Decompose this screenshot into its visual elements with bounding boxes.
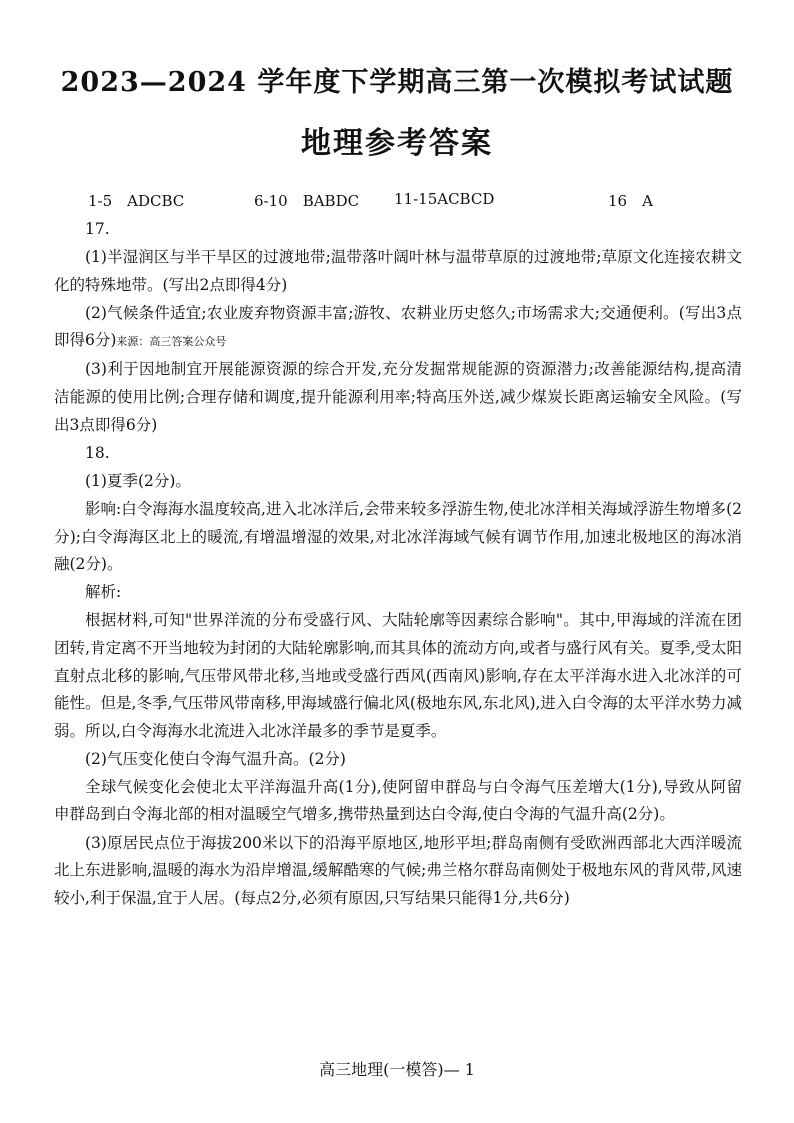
answer-body — [54, 216, 742, 913]
q18-analysis-label: 解析: — [85, 583, 122, 602]
q17-part1: (1)半湿润区与半干旱区的过渡地带;温带落叶阔叶林与温带草原的过渡地带;草原文化连接农耕文化的特殊地带。(写出2点即得4分) — [54, 248, 742, 294]
answer-16: 16 A — [608, 192, 653, 210]
multiple-choice-answers — [88, 190, 728, 212]
q17-part3: (3)利于因地制宜开展能源资源的综合开发,充分发掘常规能源的资源潜力;改善能源结构,提高清洁能源的使用比例;合理存储和调度,提升能源利用率;特高压外送,减少煤炭长距离运输安全风险。(写出3点即得6分) — [54, 360, 742, 434]
q18-part2-detail: 全球气候变化会使北太平洋海温升高(1分),使阿留申群岛与白令海气压差增大(1分),导致从阿留申群岛到白令海北部的相对温暖空气增多,携带热量到达白令海,使白令海的气温升高(2分)。 — [54, 777, 742, 824]
q18-part2: (2)气压变化使白令海气温升高。(2分) — [85, 749, 346, 768]
q17-part2-text: (2)气候条件适宜;农业废弃物资源丰富;游牧、农耕业历史悠久;市场需求大;交通便利。(写出3点即得6分) — [54, 303, 742, 350]
answer-group-1-5: 1-5 ADCBC — [88, 192, 185, 210]
q18-part1: (1)夏季(2分)。 — [85, 471, 191, 490]
answer-group-11-15: 11-15ACBCD — [394, 190, 495, 208]
q18-impact: 影响:白令海海水温度较高,进入北冰洋后,会带来较多浮游生物,使北冰洋相关海域浮游生物增多(2分);白令海海区北上的暖流,有增温增湿的效果,对北冰洋海域气候有调节作用,加速北极地区的海冰消融(2分)。 — [54, 499, 742, 574]
exam-title: 2023—2024 学年度下学期高三第一次模拟考试试题 — [60, 67, 734, 98]
question-17-number: 17. — [85, 220, 110, 238]
page-footer: 高三地理(一模答)— 1 — [319, 1060, 475, 1079]
answer-key-heading: 地理参考答案 — [301, 126, 493, 161]
q18-analysis: 根据材料,可知"世界洋流的分布受盛行风、大陆轮廓等因素综合影响"。其中,甲海域的洋流在团团转,肯定离不开当地较为封闭的大陆轮廓影响,而其具体的流动方向,或者与盛行风有关。夏季,受太阳直射点北移的影响,气压带风带北移,当地或受盛行西风(西南风)影响,存在太平洋海水进入北冰洋的可能性。但是,冬季,气压带风带南移,甲海域盛行偏北风(极地东风,东北风),进入白令海的太平洋水势力减弱。所以,白令海海水北流进入北冰洋最多的季节是夏季。 — [54, 611, 742, 740]
q17-part2 — [54, 300, 742, 356]
source-note: 来源：高三答案公众号 — [116, 335, 227, 349]
q18-part3: (3)原居民点位于海拔200米以下的沿海平原地区,地形平坦;群岛南侧有受欧洲西部北大西洋暖流北上东进影响,温暖的海水为沿岸增温,缓解酷寒的气候;弗兰格尔群岛南侧处于极地东风的背风带,风速较小,利于保温,宜于人居。(每点2分,必须有原因,只写结果只能得1分,共6分) — [54, 833, 742, 907]
answer-group-6-10: 6-10 BABDC — [254, 192, 360, 210]
question-18-number: 18. — [85, 443, 110, 462]
